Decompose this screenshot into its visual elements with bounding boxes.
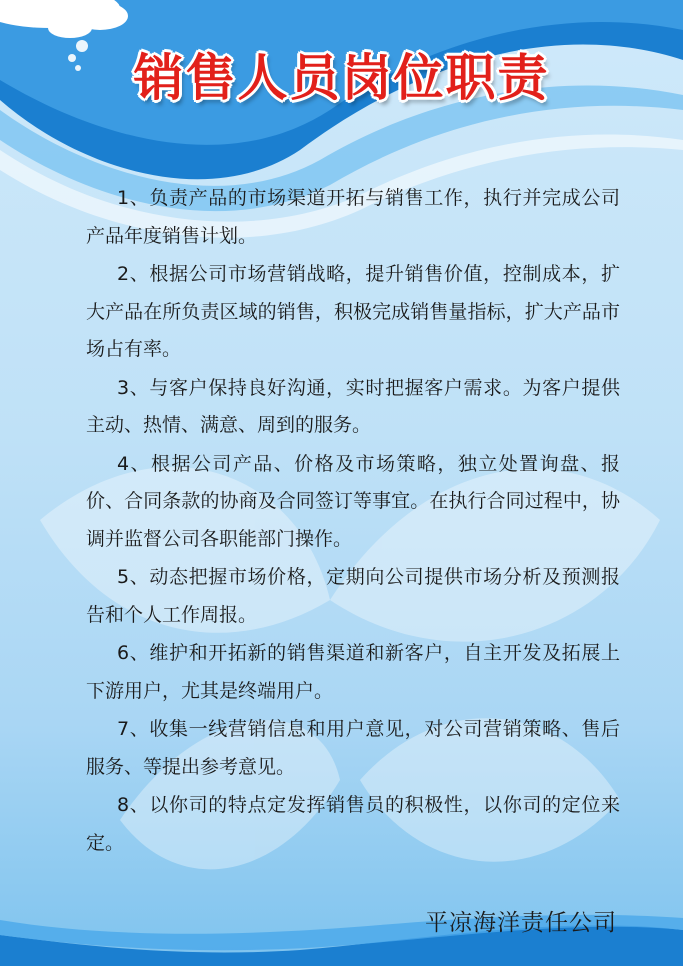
duty-item: 3、与客户保持良好沟通，实时把握客户需求。为客户提供主动、热情、满意、周到的服务。 [86,376,620,436]
duties-list [86,180,620,863]
duty-item: 6、维护和开拓新的销售渠道和新客户，自主开发及拓展上下游用户，尤其是终端用户。 [86,642,620,702]
company-name: 平凉海洋责任公司 [425,910,617,936]
duty-item: 8、以你司的特点定发挥销售员的积极性，以你司的定位来定。 [86,794,620,854]
duty-item: 4、根据公司产品、价格及市场策略，独立处置询盘、报价、合同条款的协商及合同签订等事宜。在执行合同过程中，协调并监督公司各职能部门操作。 [86,452,620,550]
duty-item: 1、负责产品的市场渠道开拓与销售工作，执行并完成公司产品年度销售计划。 [86,187,620,247]
duty-item: 2、根据公司市场营销战略，提升销售价值，控制成本，扩大产品在所负责区域的销售，积极完成销售量指标，扩大产品市场占有率。 [86,263,620,360]
duty-item: 5、动态把握市场价格，定期向公司提供市场分析及预测报告和个人工作周报。 [86,566,620,626]
duty-item: 7、收集一线营销信息和用户意见，对公司营销策略、售后服务、等提出参考意见。 [86,718,620,778]
page-title: 销售人员岗位职责 [133,49,550,107]
